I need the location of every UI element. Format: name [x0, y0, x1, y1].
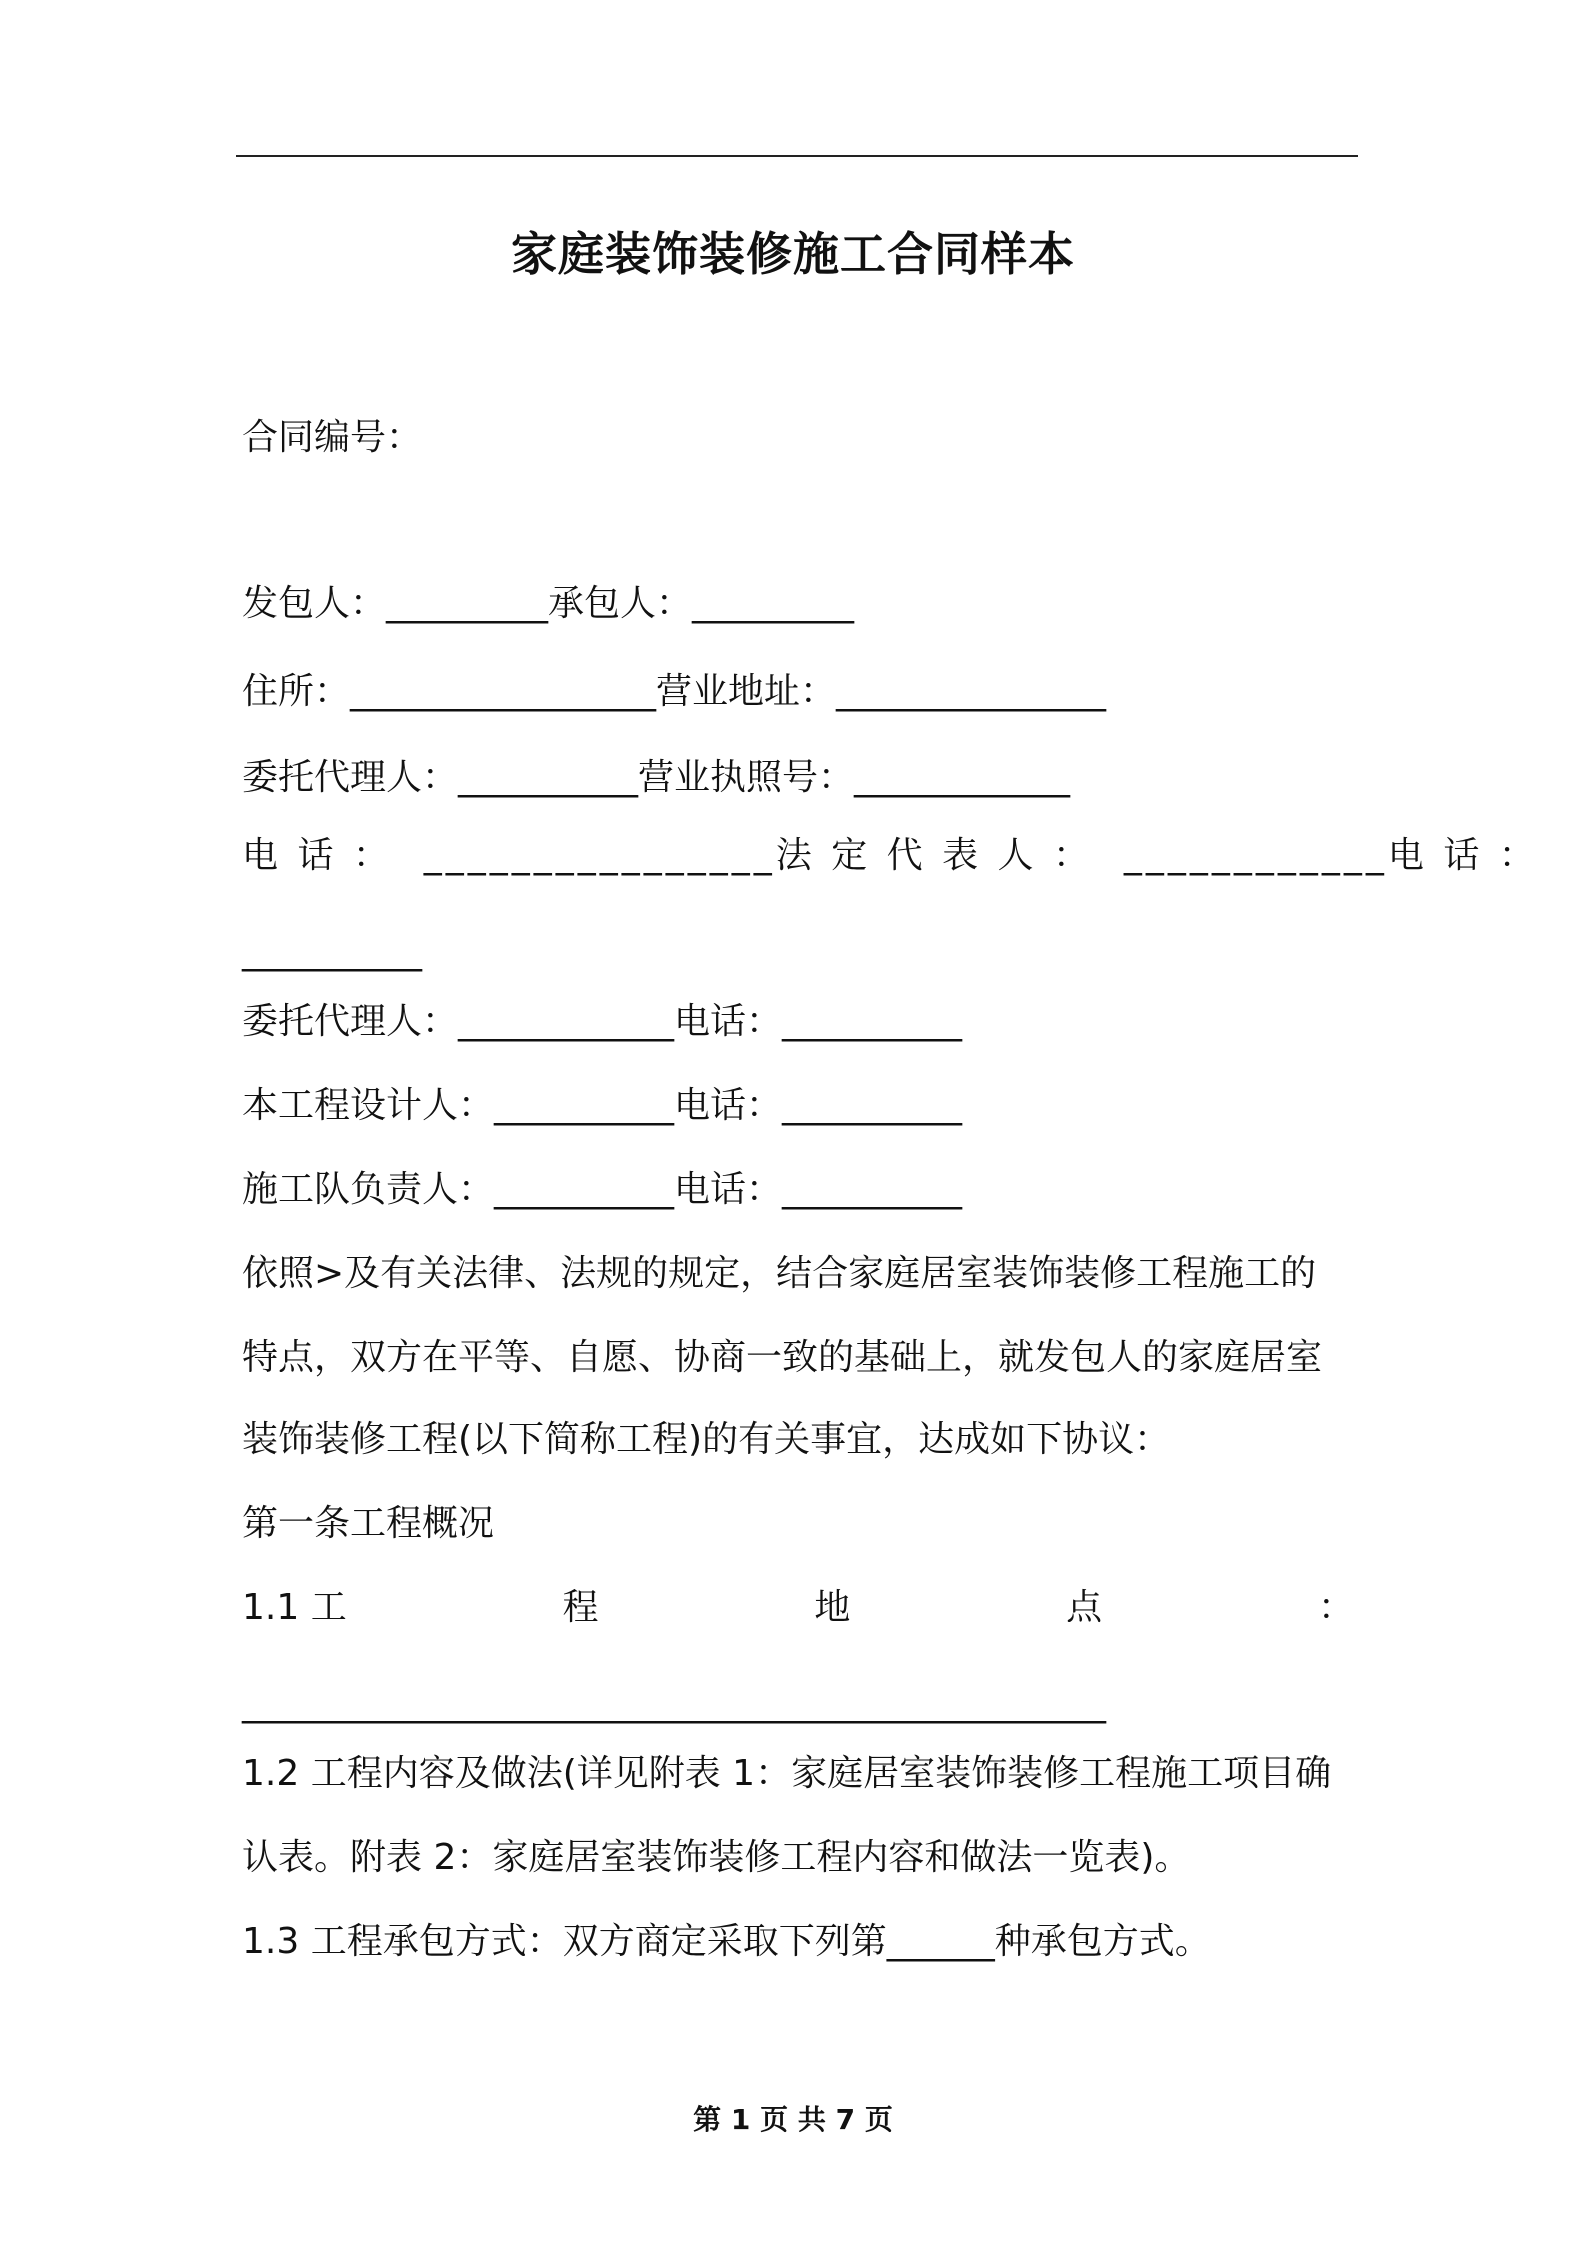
- item-1-1-part: 1.1 工: [242, 1587, 347, 1628]
- phone-blank: __________: [242, 931, 422, 972]
- paragraph-line: 依照>及有关法律、法规的规定，结合家庭居室装饰装修工程施工的: [242, 1253, 1317, 1294]
- phone-representative-line: 电 话 ： ________________法 定 代 表 人 ： ____________电 话 ：: [242, 835, 1539, 876]
- item-1-1-part: 地: [814, 1587, 851, 1628]
- item-1-1-line: [242, 1584, 1354, 1632]
- address-line: 住所：_________________营业地址：_______________: [242, 671, 1107, 712]
- page-title: 家庭装饰装修施工合同样本: [511, 227, 1075, 281]
- item-1-2-line: 1.2 工程内容及做法(详见附表 1：家庭居室装饰装修工程施工项目确: [242, 1753, 1332, 1794]
- paragraph-line: 特点，双方在平等、自愿、协商一致的基础上，就发包人的家庭居室: [242, 1337, 1323, 1378]
- item-1-2-line: 认表。附表 2：家庭居室装饰装修工程内容和做法一览表)。: [242, 1837, 1191, 1878]
- agent-phone-line: 委托代理人：____________电话：__________: [242, 1001, 963, 1042]
- contract-number-label: 合同编号：: [242, 417, 423, 458]
- item-1-1-part: ：: [1317, 1587, 1354, 1628]
- item-1-1-part: 点: [1066, 1587, 1103, 1628]
- item-1-3-line: 1.3 工程承包方式：双方商定采取下列第______种承包方式。: [242, 1921, 1211, 1962]
- page-number: 第 1 页 共 7 页: [693, 2103, 893, 2136]
- party-line: 发包人：_________承包人：_________: [242, 583, 855, 624]
- designer-phone-line: 本工程设计人：__________电话：__________: [242, 1085, 963, 1126]
- item-1-1-part: 程: [562, 1587, 599, 1628]
- header-rule: [236, 155, 1358, 157]
- item-1-1-blank: ________________________________________________: [242, 1683, 1106, 1724]
- team-leader-phone-line: 施工队负责人：__________电话：__________: [242, 1169, 963, 1210]
- article-heading: 第一条工程概况: [242, 1503, 495, 1544]
- paragraph-line: 装饰装修工程(以下简称工程)的有关事宜，达成如下协议：: [242, 1419, 1171, 1460]
- agent-license-line: 委托代理人：__________营业执照号：____________: [242, 757, 1071, 798]
